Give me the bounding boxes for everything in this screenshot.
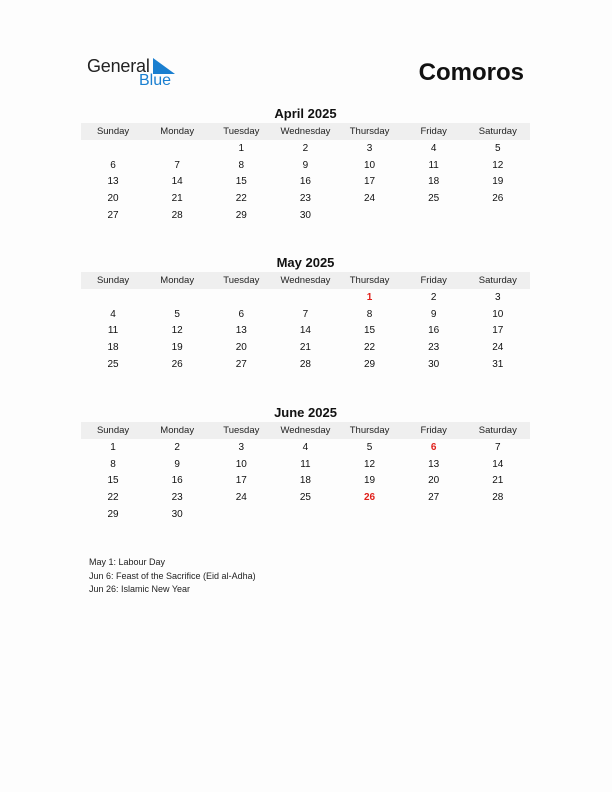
holiday-day-cell: 1 xyxy=(366,291,373,303)
day-cell: 23 xyxy=(171,492,183,504)
day-cell: 26 xyxy=(171,359,183,371)
day-cell: 5 xyxy=(366,441,373,453)
day-cell: 20 xyxy=(107,193,119,205)
day-cell: 22 xyxy=(364,342,376,354)
day-cell: 20 xyxy=(428,475,440,487)
day-cell: 24 xyxy=(235,492,247,504)
day-cell: 16 xyxy=(299,176,311,188)
week-row xyxy=(81,140,530,157)
day-cell: 13 xyxy=(235,325,247,337)
day-cell: 2 xyxy=(302,142,309,154)
day-cell: 7 xyxy=(495,441,501,453)
day-cell: 29 xyxy=(235,210,247,222)
day-cell: 29 xyxy=(364,359,376,371)
week-row xyxy=(81,289,530,306)
weekday-label: Monday xyxy=(160,126,195,137)
day-cell: 15 xyxy=(364,325,376,337)
weekday-label: Tuesday xyxy=(223,425,260,436)
month-title: April 2025 xyxy=(274,106,337,121)
day-cell: 21 xyxy=(171,193,183,205)
day-cell: 1 xyxy=(238,142,245,154)
day-cell: 1 xyxy=(110,441,116,453)
day-cell: 30 xyxy=(299,210,311,222)
weekday-label: Thursday xyxy=(349,275,390,286)
day-cell: 10 xyxy=(492,308,504,320)
day-cell: 4 xyxy=(302,441,309,453)
day-cell: 6 xyxy=(238,308,245,320)
day-cell: 20 xyxy=(235,342,247,354)
day-cell: 6 xyxy=(110,159,116,171)
day-cell: 5 xyxy=(174,308,180,320)
day-cell: 12 xyxy=(171,325,183,337)
day-cell: 28 xyxy=(299,359,311,371)
day-cell: 2 xyxy=(430,291,437,303)
month-title: May 2025 xyxy=(276,255,335,270)
day-cell: 14 xyxy=(299,325,311,337)
day-cell: 23 xyxy=(299,193,311,205)
day-cell: 27 xyxy=(107,210,119,222)
day-cell: 25 xyxy=(107,359,119,371)
week-row xyxy=(81,157,530,174)
day-cell: 24 xyxy=(492,342,504,354)
day-cell: 2 xyxy=(174,441,180,453)
week-row xyxy=(81,207,530,224)
weekday-label: Monday xyxy=(160,425,195,436)
day-cell: 10 xyxy=(364,159,376,171)
day-cell: 19 xyxy=(492,176,504,188)
week-row xyxy=(81,506,530,523)
day-cell: 29 xyxy=(107,509,119,521)
month-calendar xyxy=(81,106,530,224)
day-cell: 8 xyxy=(238,159,245,171)
generalblue-logo xyxy=(87,56,197,96)
month-grid xyxy=(81,140,530,224)
week-row xyxy=(81,323,530,340)
day-cell: 8 xyxy=(366,308,373,320)
weekday-header xyxy=(81,123,530,140)
day-cell: 10 xyxy=(235,458,247,470)
month-title: June 2025 xyxy=(274,405,337,420)
weekday-label: Sunday xyxy=(96,425,130,436)
day-cell: 13 xyxy=(107,176,119,188)
month-grid xyxy=(81,289,530,373)
weekday-header xyxy=(81,422,530,439)
weekday-label: Saturday xyxy=(478,425,517,436)
week-row xyxy=(81,356,530,373)
weekday-label: Thursday xyxy=(349,126,390,137)
week-row xyxy=(81,456,530,473)
day-cell: 18 xyxy=(428,176,440,188)
day-cell: 9 xyxy=(430,308,437,320)
holiday-day-cell: 6 xyxy=(430,441,437,453)
weekday-label: Saturday xyxy=(478,275,517,286)
day-cell: 11 xyxy=(428,159,439,171)
day-cell: 19 xyxy=(171,342,183,354)
holiday-note: May 1: Labour Day xyxy=(89,557,166,567)
day-cell: 21 xyxy=(299,342,311,354)
day-cell: 11 xyxy=(107,325,119,337)
day-cell: 22 xyxy=(235,193,247,205)
day-cell: 4 xyxy=(430,142,437,154)
day-cell: 15 xyxy=(107,475,119,487)
day-cell: 13 xyxy=(428,458,440,470)
day-cell: 30 xyxy=(428,359,440,371)
day-cell: 26 xyxy=(492,193,504,205)
day-cell: 14 xyxy=(492,458,504,470)
month-calendar xyxy=(81,255,530,373)
day-cell: 31 xyxy=(492,359,504,371)
day-cell: 9 xyxy=(302,159,309,171)
weekday-label: Wednesday xyxy=(280,126,331,137)
logo-word-blue: Blue xyxy=(139,72,172,89)
day-cell: 14 xyxy=(171,176,183,188)
week-row xyxy=(81,473,530,490)
weekday-label: Saturday xyxy=(478,126,517,137)
day-cell: 12 xyxy=(492,159,504,171)
day-cell: 9 xyxy=(174,458,180,470)
weekday-label: Tuesday xyxy=(223,275,260,286)
month-calendar xyxy=(81,405,530,523)
week-row xyxy=(81,489,530,506)
week-row xyxy=(81,439,530,456)
day-cell: 19 xyxy=(364,475,376,487)
holiday-note: Jun 26: Islamic New Year xyxy=(89,584,191,594)
day-cell: 7 xyxy=(302,308,309,320)
day-cell: 23 xyxy=(428,342,440,354)
country-title: Comoros xyxy=(418,59,524,86)
week-row xyxy=(81,174,530,191)
weekday-label: Friday xyxy=(420,126,447,137)
weekday-label: Wednesday xyxy=(280,275,331,286)
day-cell: 21 xyxy=(492,475,504,487)
weekday-label: Friday xyxy=(420,425,447,436)
weekday-label: Sunday xyxy=(96,126,130,137)
day-cell: 12 xyxy=(364,458,376,470)
week-row xyxy=(81,306,530,323)
weekday-label: Sunday xyxy=(96,275,130,286)
week-row xyxy=(81,190,530,207)
day-cell: 27 xyxy=(428,492,440,504)
weekday-label: Thursday xyxy=(349,425,390,436)
day-cell: 27 xyxy=(235,359,247,371)
day-cell: 24 xyxy=(364,193,376,205)
day-cell: 18 xyxy=(107,342,119,354)
weekday-label: Tuesday xyxy=(223,126,260,137)
day-cell: 17 xyxy=(364,176,376,188)
day-cell: 28 xyxy=(171,210,183,222)
day-cell: 5 xyxy=(495,142,501,154)
day-cell: 30 xyxy=(171,509,183,521)
week-row xyxy=(81,339,530,356)
day-cell: 16 xyxy=(428,325,440,337)
day-cell: 3 xyxy=(495,291,501,303)
weekday-label: Friday xyxy=(420,275,447,286)
day-cell: 17 xyxy=(492,325,504,337)
day-cell: 4 xyxy=(110,308,116,320)
day-cell: 28 xyxy=(492,492,504,504)
day-cell: 11 xyxy=(300,458,311,470)
day-cell: 8 xyxy=(110,458,116,470)
day-cell: 3 xyxy=(238,441,245,453)
holiday-notes xyxy=(89,556,256,597)
holiday-note: Jun 6: Feast of the Sacrifice (Eid al-Adha) xyxy=(89,570,256,581)
weekday-label: Wednesday xyxy=(280,425,331,436)
day-cell: 22 xyxy=(107,492,119,504)
day-cell: 25 xyxy=(428,193,440,205)
day-cell: 16 xyxy=(171,475,183,487)
day-cell: 7 xyxy=(174,159,180,171)
day-cell: 3 xyxy=(366,142,373,154)
day-cell: 25 xyxy=(299,492,311,504)
weekday-header xyxy=(81,272,530,289)
holiday-day-cell: 26 xyxy=(364,492,376,504)
logo-word-general: General xyxy=(87,56,150,76)
day-cell: 17 xyxy=(235,475,247,487)
day-cell: 15 xyxy=(235,176,247,188)
day-cell: 18 xyxy=(299,475,311,487)
month-grid xyxy=(81,439,530,523)
weekday-label: Monday xyxy=(160,275,195,286)
